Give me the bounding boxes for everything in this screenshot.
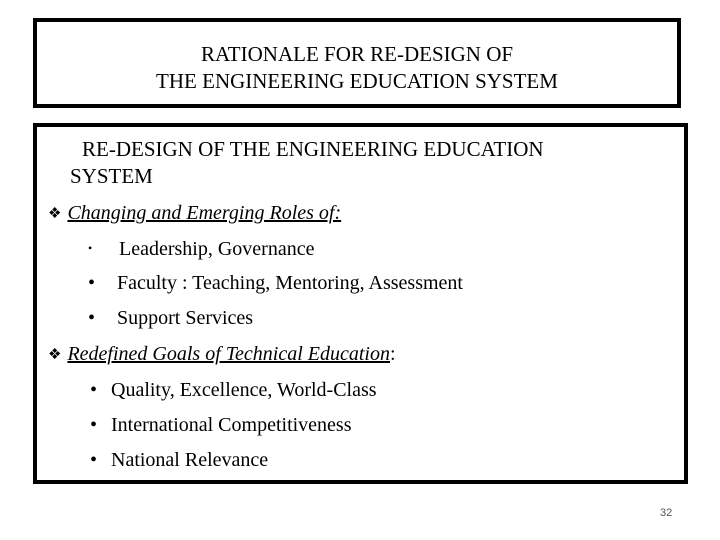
- title-box: [33, 18, 681, 108]
- section-goals-label: Redefined Goals of Technical Education: [67, 343, 390, 365]
- slide-title-line-2: THE ENGINEERING EDUCATION SYSTEM: [156, 69, 558, 93]
- list-item-text: Quality, Excellence, World-Class: [111, 379, 377, 401]
- section-roles-heading: [48, 202, 341, 225]
- list-item-text: Support Services: [117, 307, 254, 329]
- diamond-bullet-icon: ❖: [48, 347, 62, 363]
- content-heading: [70, 136, 670, 190]
- list-item: [88, 306, 253, 330]
- bullet-icon: •: [90, 414, 98, 436]
- list-item: [88, 236, 314, 261]
- bullet-icon: •: [90, 379, 98, 401]
- bullet-icon: •: [88, 241, 93, 255]
- list-item-text: Faculty : Teaching, Mentoring, Assessment: [117, 272, 463, 294]
- list-item: [90, 378, 377, 402]
- list-item-text: International Competitiveness: [111, 414, 352, 436]
- content-heading-line-1: RE-DESIGN OF THE ENGINEERING EDUCATION: [82, 137, 544, 161]
- list-item-text: National Relevance: [111, 449, 269, 471]
- list-item-text: Leadership, Governance: [119, 238, 315, 260]
- section-goals-colon: :: [390, 343, 396, 365]
- list-item: [90, 448, 268, 472]
- bullet-icon: •: [88, 272, 96, 294]
- list-item: [90, 413, 352, 437]
- diamond-bullet-icon: ❖: [48, 206, 62, 222]
- content-box: [33, 123, 688, 484]
- slide-title-line-1: RATIONALE FOR RE-DESIGN OF: [200, 42, 514, 66]
- section-goals-heading: [48, 343, 396, 366]
- page-number: 32: [660, 507, 673, 519]
- bullet-icon: •: [90, 449, 98, 471]
- section-roles-label: Changing and Emerging Roles of:: [67, 202, 342, 224]
- content-heading-line-2: SYSTEM: [70, 164, 153, 188]
- bullet-icon: •: [88, 307, 96, 329]
- list-item: [88, 271, 463, 295]
